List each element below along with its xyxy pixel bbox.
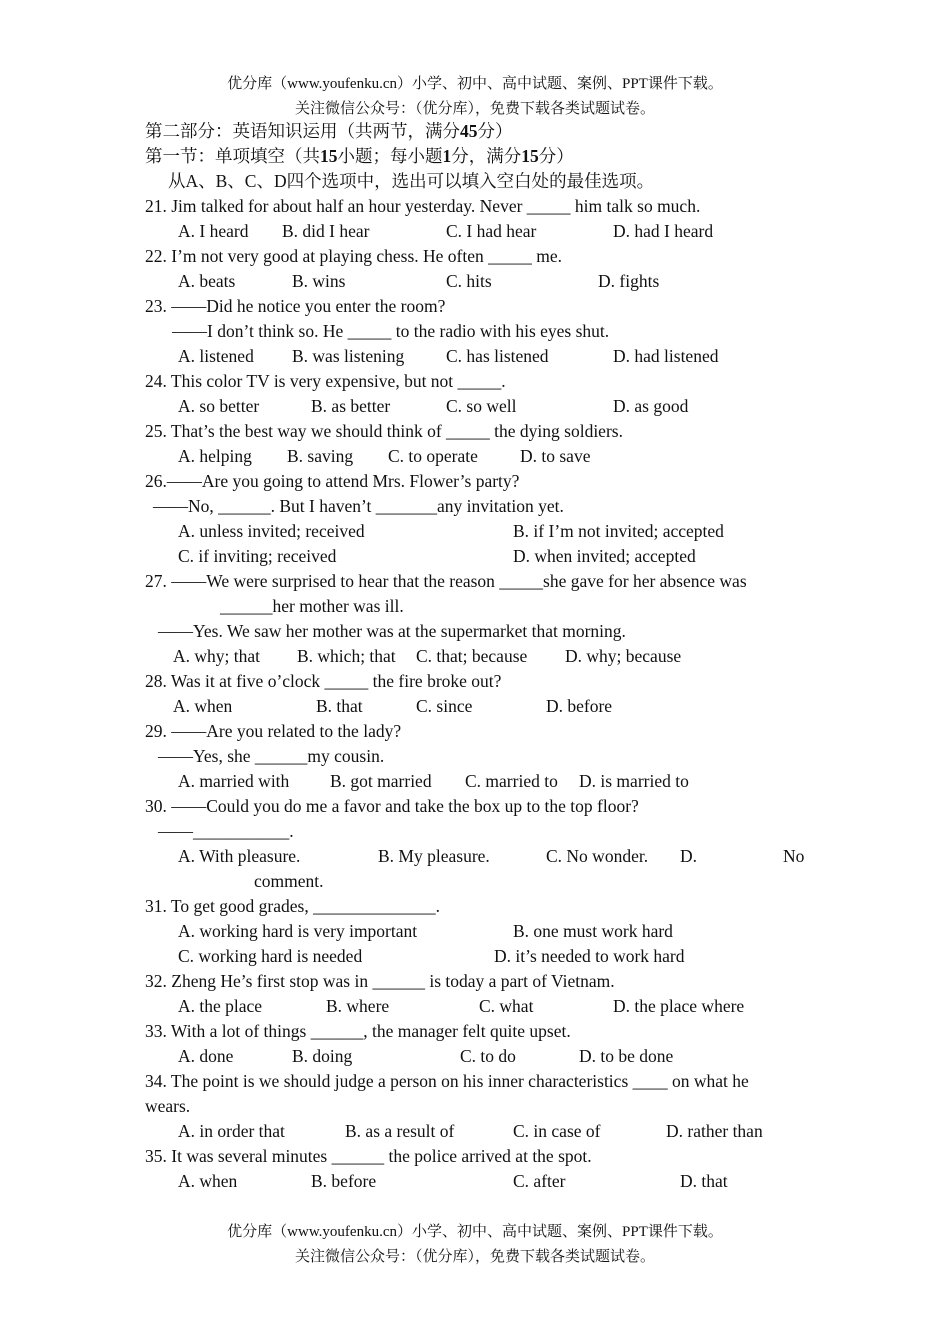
q23-option-c: C. has listened	[446, 346, 549, 366]
q27-stem-2: ——Yes. We saw her mother was at the supermarket that morning.	[158, 621, 626, 641]
section-each: 1	[442, 146, 452, 166]
q31-stem: 31. To get good grades, ______________.	[145, 896, 440, 916]
part-title	[145, 120, 513, 142]
q30-option-c: C. No wonder.	[546, 846, 649, 866]
q24-option-a: A. so better	[178, 396, 260, 416]
q26-option-c: C. if inviting; received	[178, 546, 337, 566]
q33-option-a: A. done	[178, 1046, 234, 1066]
q21-option-d: D. had I heard	[613, 221, 714, 241]
q26-option-d: D. when invited; accepted	[513, 546, 696, 566]
q29-option-d: D. is married to	[579, 771, 689, 791]
q34-option-c: C. in case of	[513, 1121, 601, 1141]
q35-option-b: B. before	[311, 1171, 377, 1191]
q23-option-a: A. listened	[178, 346, 254, 366]
section-title	[145, 145, 574, 167]
q22-option-c: C. hits	[446, 271, 492, 291]
q30-option-a: A. With pleasure.	[178, 846, 301, 866]
q34-option-a: A. in order that	[178, 1121, 285, 1141]
q26-stem-2: ——No, ______. But I haven’t _______any invitation yet.	[153, 496, 564, 516]
q29-stem-1: 29. ——Are you related to the lady?	[145, 721, 402, 741]
instruction: 从A、B、C、D四个选项中，选出可以填入空白处的最佳选项。	[168, 171, 655, 191]
q23-option-b: B. was listening	[292, 346, 405, 366]
q21-option-c: C. I had hear	[446, 221, 537, 241]
q30-stem-1: 30. ——Could you do me a favor and take the box up to the top floor?	[145, 796, 639, 816]
part-title-post: 分）	[477, 121, 513, 141]
q30-stem-2: ——___________.	[158, 821, 294, 841]
q33-option-c: C. to do	[460, 1046, 516, 1066]
q31-option-d: D. it’s needed to work hard	[494, 946, 685, 966]
q33-option-b: B. doing	[292, 1046, 353, 1066]
q27-option-d: D. why; because	[565, 646, 682, 666]
q26-option-b: B. if I’m not invited; accepted	[513, 521, 724, 541]
q23-stem-1: 23. ——Did he notice you enter the room?	[145, 296, 446, 316]
q22-option-b: B. wins	[292, 271, 346, 291]
q32-option-b: B. where	[326, 996, 390, 1016]
q34-stem-2: wears.	[145, 1096, 191, 1116]
q21-option-b: B. did I hear	[282, 221, 370, 241]
q33-option-d: D. to be done	[579, 1046, 674, 1066]
q35-stem: 35. It was several minutes ______ the police arrived at the spot.	[145, 1146, 592, 1166]
header-line-1: 优分库（www.youfenku.cn）小学、初中、高中试题、案例、PPT课件下载。	[227, 76, 723, 92]
q31-option-b: B. one must work hard	[513, 921, 673, 941]
q30-option-d-word: No	[783, 846, 805, 866]
section-title-mid2: 分，满分	[451, 146, 522, 166]
q31-option-a: A. working hard is very important	[178, 921, 418, 941]
q24-stem: 24. This color TV is very expensive, but not _____.	[145, 371, 506, 391]
footer-line-2: 关注微信公众号：（优分库），免费下载各类试题试卷。	[294, 1249, 655, 1265]
q25-option-b: B. saving	[287, 446, 354, 466]
section-title-post: 分）	[538, 146, 574, 166]
section-total: 15	[521, 146, 539, 166]
q23-stem-2: ——I don’t think so. He _____ to the radio with his eyes shut.	[172, 321, 610, 341]
section-count: 15	[320, 146, 338, 166]
q32-option-c: C. what	[479, 996, 534, 1016]
section-title-pre: 第一节：单项填空（共	[145, 146, 320, 166]
q32-option-d: D. the place where	[613, 996, 745, 1016]
q34-option-b: B. as a result of	[345, 1121, 455, 1141]
q25-stem: 25. That’s the best way we should think of _____ the dying soldiers.	[145, 421, 623, 441]
q27-option-c: C. that; because	[416, 646, 528, 666]
q28-stem: 28. Was it at five o’clock _____ the fire broke out?	[145, 671, 502, 691]
q29-option-b: B. got married	[330, 771, 432, 791]
q35-option-d: D. that	[680, 1171, 728, 1191]
q21-stem: 21. Jim talked for about half an hour yesterday. Never _____ him talk so much.	[145, 196, 701, 216]
section-title-mid1: 小题；每小题	[337, 146, 443, 166]
q30-option-b: B. My pleasure.	[378, 846, 490, 866]
q27-option-b: B. which; that	[297, 646, 396, 666]
q30-option-d-word-2: comment.	[254, 871, 324, 891]
q23-option-d: D. had listened	[613, 346, 719, 366]
q27-stem-1b: ______her mother was ill.	[220, 596, 404, 616]
q24-option-d: D. as good	[613, 396, 689, 416]
q29-stem-2: ——Yes, she ______my cousin.	[158, 746, 385, 766]
q26-stem-1: 26.——Are you going to attend Mrs. Flower’s party?	[145, 471, 520, 491]
q22-option-d: D. fights	[598, 271, 660, 291]
q25-option-d: D. to save	[520, 446, 591, 466]
part-score: 45	[460, 121, 478, 141]
q24-option-c: C. so well	[446, 396, 517, 416]
q28-option-b: B. that	[316, 696, 363, 716]
q31-option-c: C. working hard is needed	[178, 946, 363, 966]
q21-option-a: A. I heard	[178, 221, 249, 241]
q25-option-a: A. helping	[178, 446, 252, 466]
q22-option-a: A. beats	[178, 271, 236, 291]
part-title-pre: 第二部分：英语知识运用（共两节，满分	[145, 121, 460, 141]
header-line-2: 关注微信公众号：（优分库），免费下载各类试题试卷。	[294, 101, 655, 117]
q25-option-c: C. to operate	[388, 446, 478, 466]
q29-option-a: A. married with	[178, 771, 290, 791]
q28-option-a: A. when	[173, 696, 233, 716]
q35-option-a: A. when	[178, 1171, 238, 1191]
q35-option-c: C. after	[513, 1171, 566, 1191]
q27-stem-1: 27. ——We were surprised to hear that the reason _____she gave for her absence was	[145, 571, 747, 591]
q32-stem: 32. Zheng He’s first stop was in ______ is today a part of Vietnam.	[145, 971, 615, 991]
q29-option-c: C. married to	[465, 771, 558, 791]
q30-option-d-letter: D.	[680, 846, 698, 866]
q33-stem: 33. With a lot of things ______, the manager felt quite upset.	[145, 1021, 571, 1041]
q28-option-c: C. since	[416, 696, 473, 716]
q34-option-d: D. rather than	[666, 1121, 763, 1141]
q34-stem-1: 34. The point is we should judge a person on his inner characteristics ____ on what he	[145, 1071, 749, 1091]
q27-option-a: A. why; that	[173, 646, 261, 666]
q28-option-d: D. before	[546, 696, 613, 716]
q24-option-b: B. as better	[311, 396, 391, 416]
q22-stem: 22. I’m not very good at playing chess. He often _____ me.	[145, 246, 562, 266]
footer-line-1: 优分库（www.youfenku.cn）小学、初中、高中试题、案例、PPT课件下载。	[227, 1224, 723, 1240]
q26-option-a: A. unless invited; received	[178, 521, 365, 541]
q32-option-a: A. the place	[178, 996, 263, 1016]
